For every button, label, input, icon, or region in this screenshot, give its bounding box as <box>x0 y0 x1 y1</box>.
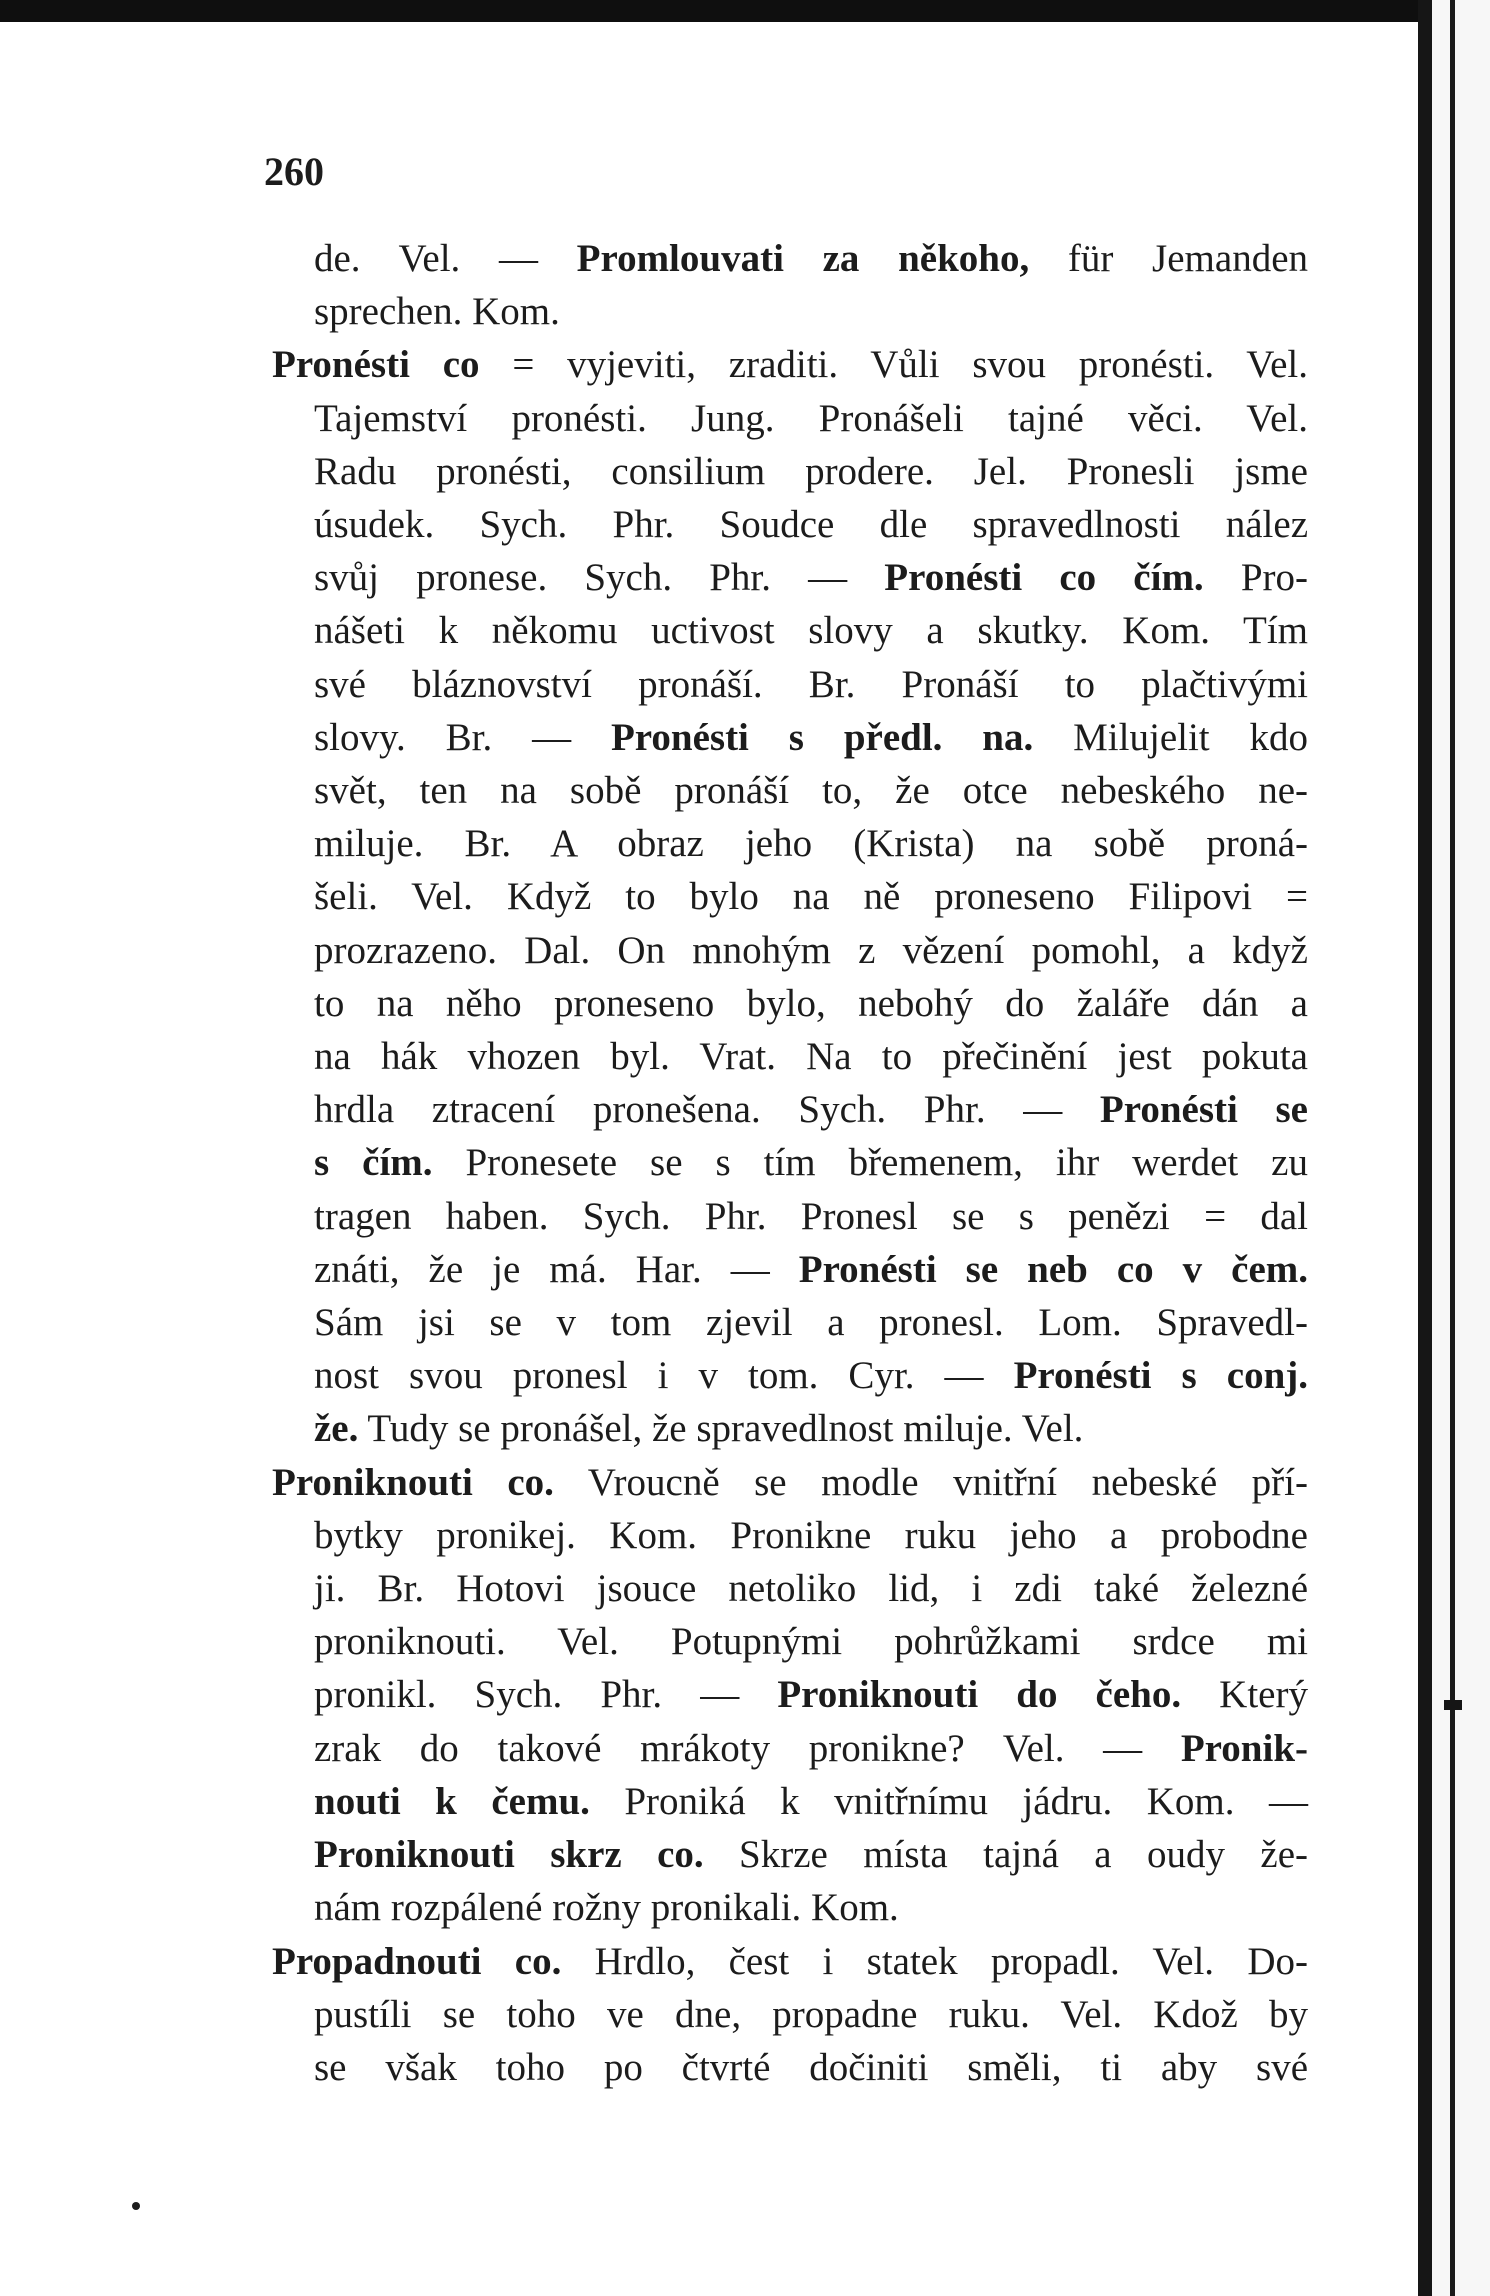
dictionary-text <box>272 232 1308 2094</box>
page-right-edge-shadow <box>1418 0 1432 2296</box>
text-line <box>272 977 1308 1030</box>
headword: Pronésti co <box>272 343 480 387</box>
headword: Pronésti co čím. <box>884 556 1204 600</box>
text-segment: své bláznovství pronáší. Br. Pronáší to plačtivými <box>314 662 1308 706</box>
headword: nouti k čemu. <box>314 1779 590 1823</box>
page-number: 260 <box>264 149 324 194</box>
text-segment: pronikl. Sych. Phr. — <box>314 1673 778 1717</box>
page-right-margin <box>1432 0 1490 2296</box>
text-line <box>272 2041 1308 2094</box>
text-line <box>272 338 1308 391</box>
headword: s čím. <box>314 1141 433 1185</box>
text-segment: = vyjeviti, zraditi. Vůli svou pronésti. Vel. <box>479 343 1308 387</box>
text-line <box>272 445 1308 498</box>
text-segment: Tajemství pronésti. Jung. Pronášeli tajné věci. Vel. <box>314 396 1308 440</box>
text-line <box>272 711 1308 764</box>
headword: Promlouvati za někoho, <box>576 237 1030 280</box>
text-segment: svůj pronese. Sych. Phr. — <box>314 556 885 600</box>
headword: že. <box>314 1407 359 1451</box>
text-segment: Vroucně se modle vnitřní nebeské pří- <box>553 1460 1308 1504</box>
text-segment: na hák vhozen byl. Vrat. Na to přečinění jest pokuta <box>314 1035 1308 1079</box>
text-line <box>272 1030 1308 1083</box>
text-segment: Pro- <box>1203 556 1308 600</box>
text-line <box>272 1296 1308 1349</box>
text-line <box>272 285 1308 338</box>
text-line <box>272 1935 1308 1988</box>
text-segment: miluje. Br. A obraz jeho (Krista) na sobě proná- <box>314 822 1308 866</box>
text-line <box>272 1562 1308 1615</box>
text-segment: proniknouti. Vel. Potupnými pohrůžkami srdce mi <box>314 1620 1308 1664</box>
text-segment: Sám jsi se v tom zjevil a pronesl. Lom. Spravedl- <box>314 1301 1308 1345</box>
text-line <box>272 498 1308 551</box>
text-segment: nášeti k někomu uctivost slovy a skutky. Kom. Tím <box>314 609 1308 653</box>
headword: Proniknouti co. <box>272 1460 554 1504</box>
text-line <box>272 1828 1308 1881</box>
text-line <box>272 1775 1308 1828</box>
text-segment: Radu pronésti, consilium prodere. Jel. Pronesli jsme <box>314 449 1308 493</box>
text-segment: Pronesete se s tím břemenem, ihr werdet zu <box>432 1141 1308 1185</box>
text-line <box>272 1349 1308 1402</box>
text-segment: sprechen. Kom. <box>314 290 560 334</box>
text-line <box>272 1136 1308 1189</box>
text-line <box>272 1881 1308 1934</box>
text-segment: šeli. Vel. Když to bylo na ně proneseno Filipovi = <box>314 875 1308 919</box>
text-segment: ji. Br. Hotovi jsouce netoliko lid, i zdi také železné <box>314 1567 1308 1611</box>
text-segment: Skrze místa tajná a oudy že- <box>703 1833 1308 1877</box>
text-segment: de. Vel. — <box>314 237 577 280</box>
text-segment: zrak do takové mrákoty pronikne? Vel. — <box>314 1726 1181 1770</box>
headword: Pronésti s conj. <box>1013 1354 1308 1398</box>
text-line <box>272 232 1308 285</box>
headword: Propadnouti co. <box>272 1939 562 1983</box>
text-segment: nost svou pronesl i v tom. Cyr. — <box>314 1354 1014 1398</box>
text-segment: Proniká k vnitřnímu jádru. Kom. — <box>589 1779 1308 1823</box>
text-segment: Hrdlo, čest i statek propadl. Vel. Do- <box>561 1939 1308 1983</box>
text-segment: slovy. Br. — <box>314 715 611 759</box>
text-segment: Který <box>1181 1673 1308 1717</box>
text-segment: úsudek. Sych. Phr. Soudce dle spravedlnosti nález <box>314 503 1308 547</box>
text-segment: znáti, že je má. Har. — <box>314 1247 799 1291</box>
text-segment: to na něho proneseno bylo, nebohý do žaláře dán a <box>314 981 1308 1025</box>
text-line <box>272 817 1308 870</box>
headword: Proniknouti do čeho. <box>777 1673 1182 1717</box>
text-line <box>272 1509 1308 1562</box>
text-line <box>272 1402 1308 1455</box>
text-line <box>272 1615 1308 1668</box>
text-line <box>272 1243 1308 1296</box>
text-line <box>272 1456 1308 1509</box>
text-segment: Milujelit kdo <box>1033 715 1309 759</box>
text-line <box>272 1083 1308 1136</box>
text-line <box>272 1722 1308 1775</box>
text-line <box>272 1668 1308 1721</box>
headword: Pronésti se <box>1099 1088 1308 1132</box>
text-line <box>272 551 1308 604</box>
text-segment: svět, ten na sobě pronáší to, že otce nebeského ne- <box>314 769 1308 813</box>
page-right-edge-line <box>1450 0 1455 2296</box>
text-segment: bytky pronikej. Kom. Pronikne ruku jeho a probodne <box>314 1513 1308 1557</box>
text-line <box>272 1190 1308 1243</box>
page-top-border <box>0 0 1490 22</box>
text-segment: pustíli se toho ve dne, propadne ruku. Vel. Kdož by <box>314 1992 1308 2036</box>
headword: Proniknouti skrz co. <box>314 1833 704 1877</box>
text-line <box>272 870 1308 923</box>
text-segment: prozrazeno. Dal. On mnohým z vězení pomohl, a když <box>314 928 1308 972</box>
page-edge-mark <box>1444 1700 1462 1710</box>
text-line <box>272 392 1308 445</box>
headword: Pronik- <box>1180 1726 1308 1770</box>
text-line <box>272 924 1308 977</box>
ink-spot <box>132 2202 140 2210</box>
text-segment: tragen haben. Sych. Phr. Pronesl se s penězi = dal <box>314 1194 1308 1238</box>
text-segment: nám rozpálené rožny pronikali. Kom. <box>314 1886 899 1930</box>
text-segment: hrdla ztracení pronešena. Sych. Phr. — <box>314 1088 1100 1132</box>
text-line <box>272 1988 1308 2041</box>
text-segment: se však toho po čtvrté dočiniti směli, ti aby své <box>314 2045 1308 2089</box>
text-line <box>272 764 1308 817</box>
text-segment: für Jemanden <box>1029 237 1308 280</box>
text-segment: Tudy se pronášel, že spravedlnost miluje. Vel. <box>358 1407 1084 1451</box>
headword: Pronésti se neb co v čem. <box>798 1247 1309 1291</box>
text-line <box>272 658 1308 711</box>
headword: Pronésti s předl. na. <box>610 715 1034 759</box>
text-line <box>272 604 1308 657</box>
